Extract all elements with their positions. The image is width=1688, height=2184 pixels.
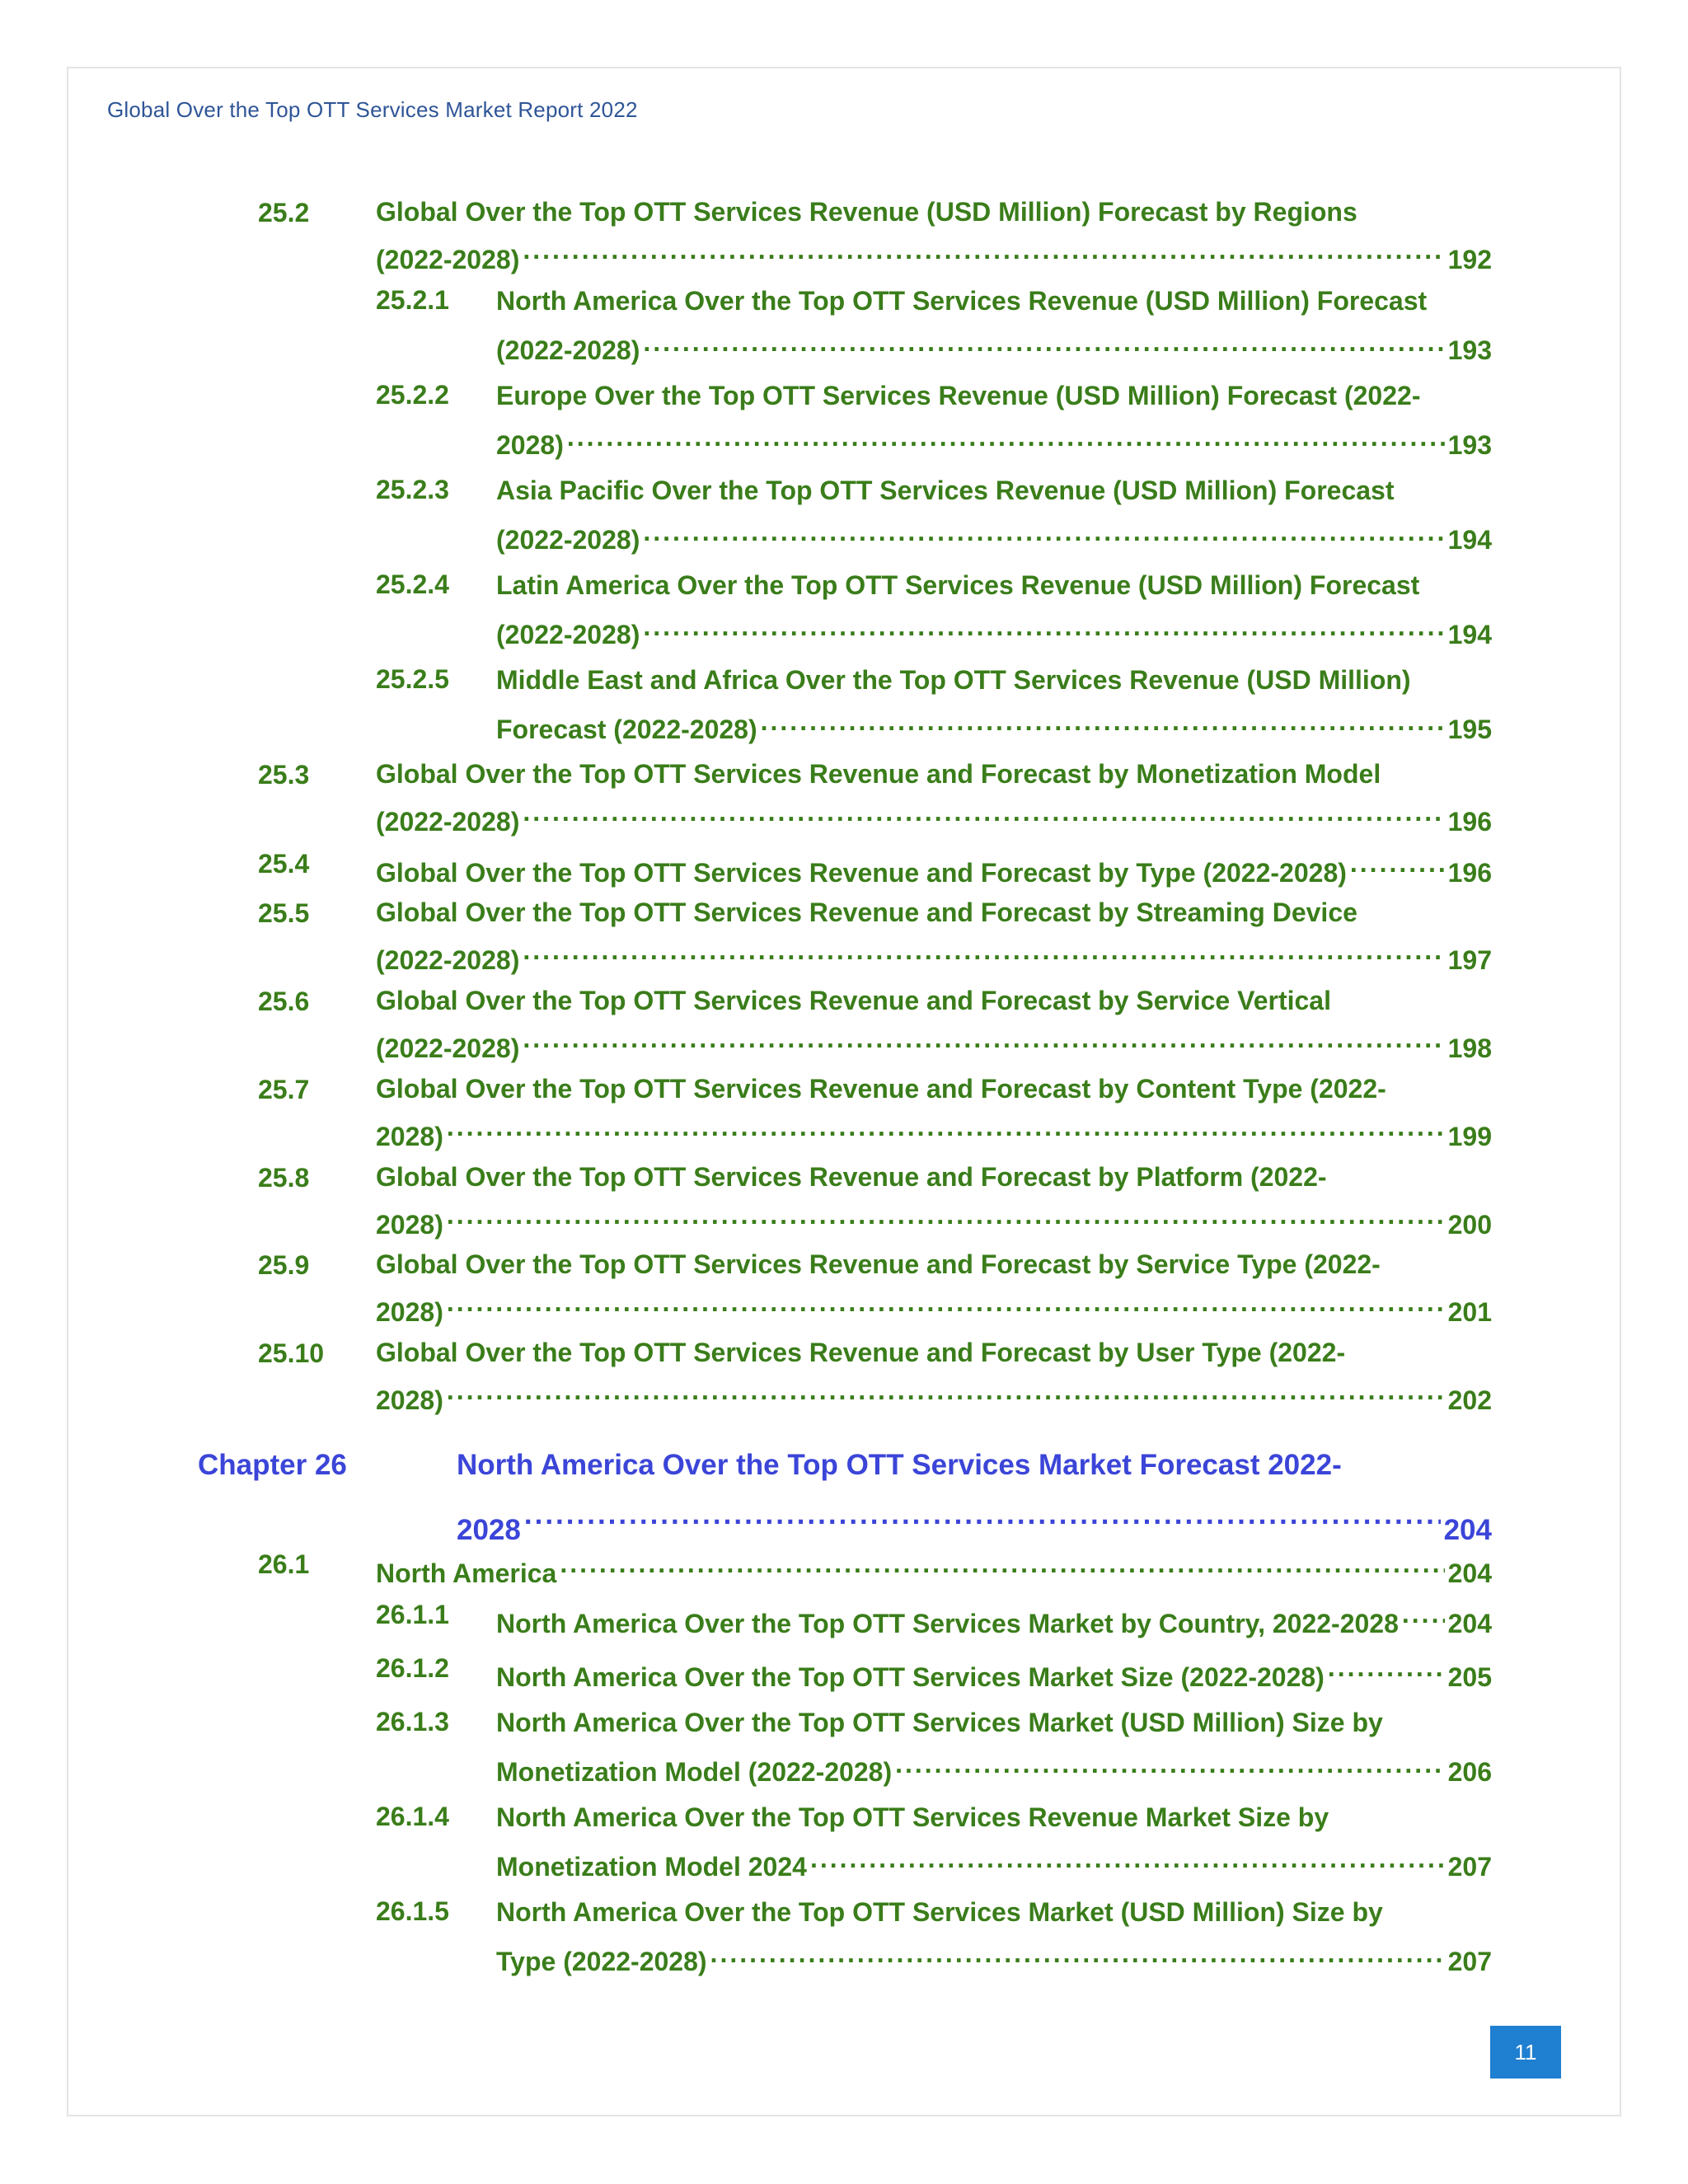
dot-leader bbox=[447, 1196, 1445, 1234]
dot-leader bbox=[523, 231, 1444, 269]
toc-title-cont: (2022-2028) bbox=[376, 807, 520, 837]
toc-title-cont: (2022-2028) bbox=[376, 245, 520, 274]
toc-page: 204 bbox=[1447, 1558, 1492, 1588]
running-header: Global Over the Top OTT Services Market Report 2022 bbox=[107, 97, 638, 122]
toc-page: 195 bbox=[1447, 715, 1492, 744]
toc-number: 25.9 bbox=[258, 1250, 310, 1280]
toc-title-cont: 2028) bbox=[376, 1122, 443, 1151]
toc-number: 25.3 bbox=[258, 760, 310, 790]
toc-number: 25.5 bbox=[258, 898, 310, 928]
toc-title: Asia Pacific Over the Top OTT Services Revenue (USD Million) Forecast bbox=[496, 476, 1395, 505]
toc-number: 26.1.1 bbox=[376, 1600, 449, 1629]
toc-number: 25.2.3 bbox=[376, 475, 449, 504]
dot-leader bbox=[523, 793, 1444, 831]
toc-page: 204 bbox=[1447, 1609, 1492, 1638]
dot-leader bbox=[1402, 1595, 1445, 1633]
toc-title-cont: North America Over the Top OTT Services Market Size (2022-2028) bbox=[496, 1662, 1325, 1692]
toc-title-cont: 2028) bbox=[376, 1297, 443, 1327]
toc-title-cont: (2022-2028) bbox=[496, 525, 640, 555]
toc-number: 25.2 bbox=[258, 198, 310, 227]
toc-number: 25.8 bbox=[258, 1163, 310, 1193]
dot-leader bbox=[523, 1019, 1444, 1057]
toc-page: 198 bbox=[1447, 1033, 1492, 1063]
toc-page: 193 bbox=[1447, 335, 1492, 365]
dot-leader bbox=[447, 1371, 1445, 1409]
toc-title: North America Over the Top OTT Services Market (USD Million) Size by bbox=[496, 1708, 1383, 1737]
toc-number: 26.1.3 bbox=[376, 1707, 449, 1736]
toc-page: 206 bbox=[1447, 1757, 1492, 1787]
toc-page: 194 bbox=[1447, 525, 1492, 555]
toc-title: Global Over the Top OTT Services Revenue and Forecast by Streaming Device bbox=[376, 898, 1357, 927]
toc-number: 25.7 bbox=[258, 1075, 310, 1104]
toc-title: North America Over the Top OTT Services Market (USD Million) Size by bbox=[496, 1897, 1383, 1927]
toc-title: Middle East and Africa Over the Top OTT Services Revenue (USD Million) bbox=[496, 665, 1411, 695]
toc-chapter-number: Chapter 26 bbox=[198, 1449, 347, 1481]
toc-page: 194 bbox=[1447, 620, 1492, 649]
toc-number: 25.2.4 bbox=[376, 569, 449, 599]
toc-number: 25.4 bbox=[258, 849, 310, 879]
toc-title: Global Over the Top OTT Services Revenue and Forecast by Service Type (2022- bbox=[376, 1249, 1381, 1279]
toc-title-cont: 2028) bbox=[496, 430, 564, 460]
toc-title: Global Over the Top OTT Services Revenue and Forecast by Monetization Model bbox=[376, 759, 1381, 789]
toc-page: 196 bbox=[1447, 858, 1492, 888]
toc-page: 205 bbox=[1447, 1662, 1492, 1692]
dot-leader bbox=[810, 1838, 1445, 1876]
dot-leader bbox=[447, 1283, 1445, 1321]
toc-title-cont: (2022-2028) bbox=[496, 335, 640, 365]
toc-title: Global Over the Top OTT Services Revenue and Forecast by Service Vertical bbox=[376, 986, 1331, 1015]
toc-title-cont: North America bbox=[376, 1558, 557, 1588]
toc-page: 192 bbox=[1447, 245, 1492, 274]
toc-number: 26.1.2 bbox=[376, 1653, 449, 1683]
dot-leader bbox=[524, 1490, 1441, 1540]
toc-page: 199 bbox=[1447, 1122, 1492, 1151]
toc-title: Global Over the Top OTT Services Revenue (USD Million) Forecast by Regions bbox=[376, 197, 1357, 227]
toc-title: North America Over the Top OTT Services Revenue (USD Million) Forecast bbox=[496, 286, 1428, 316]
toc-number: 25.2.5 bbox=[376, 664, 449, 694]
toc-title: North America Over the Top OTT Services Revenue Market Size by bbox=[496, 1802, 1329, 1832]
toc-title-cont: Type (2022-2028) bbox=[496, 1947, 707, 1976]
toc-page: 197 bbox=[1447, 945, 1492, 975]
dot-leader bbox=[643, 321, 1444, 359]
dot-leader bbox=[447, 1108, 1445, 1146]
toc-page: 207 bbox=[1447, 1852, 1492, 1882]
dot-leader bbox=[710, 1933, 1445, 1971]
toc-title: Europe Over the Top OTT Services Revenue (USD Million) Forecast (2022- bbox=[496, 381, 1421, 410]
toc-page: 193 bbox=[1447, 430, 1492, 460]
toc-title-cont: North America Over the Top OTT Services Market by Country, 2022-2028 bbox=[496, 1609, 1399, 1638]
dot-leader bbox=[1350, 844, 1445, 882]
toc-number: 25.2.2 bbox=[376, 380, 449, 410]
toc-number: 26.1.4 bbox=[376, 1802, 449, 1831]
toc-title-cont: Global Over the Top OTT Services Revenue and Forecast by Type (2022-2028) bbox=[376, 858, 1347, 888]
toc-title: Latin America Over the Top OTT Services Revenue (USD Million) Forecast bbox=[496, 570, 1420, 600]
toc-page: 204 bbox=[1443, 1514, 1492, 1546]
dot-leader bbox=[643, 606, 1444, 644]
dot-leader bbox=[1328, 1648, 1445, 1686]
toc-title: Global Over the Top OTT Services Revenue and Forecast by Content Type (2022- bbox=[376, 1074, 1386, 1104]
toc-title-cont: (2022-2028) bbox=[376, 1033, 520, 1063]
toc-title-cont: (2022-2028) bbox=[496, 620, 640, 649]
dot-leader bbox=[560, 1544, 1444, 1582]
toc-page: 196 bbox=[1447, 807, 1492, 837]
dot-leader bbox=[567, 416, 1445, 454]
toc-title: North America Over the Top OTT Services Market Forecast 2022- bbox=[457, 1449, 1342, 1481]
toc-number: 25.10 bbox=[258, 1338, 325, 1368]
page-number-badge: 11 bbox=[1490, 2026, 1561, 2079]
toc-title-cont: (2022-2028) bbox=[376, 945, 520, 975]
toc-number: 25.2.1 bbox=[376, 285, 449, 315]
toc-page: 202 bbox=[1447, 1385, 1492, 1415]
toc-number: 26.1 bbox=[258, 1549, 310, 1579]
toc-page: 201 bbox=[1447, 1297, 1492, 1327]
toc-title-cont: 2028 bbox=[457, 1514, 521, 1546]
toc-page: 207 bbox=[1447, 1947, 1492, 1976]
toc-title-cont: Forecast (2022-2028) bbox=[496, 715, 757, 744]
dot-leader bbox=[643, 511, 1444, 549]
toc-title-cont: Monetization Model 2024 bbox=[496, 1852, 807, 1882]
toc-title-cont: 2028) bbox=[376, 1210, 443, 1240]
toc-number: 26.1.5 bbox=[376, 1896, 449, 1926]
toc-title: Global Over the Top OTT Services Revenue and Forecast by Platform (2022- bbox=[376, 1162, 1327, 1192]
dot-leader bbox=[761, 701, 1445, 738]
toc-title-cont: Monetization Model (2022-2028) bbox=[496, 1757, 893, 1787]
dot-leader bbox=[895, 1743, 1445, 1781]
toc-page: 200 bbox=[1447, 1210, 1492, 1240]
toc-title-cont: 2028) bbox=[376, 1385, 443, 1415]
toc-number: 25.6 bbox=[258, 987, 310, 1016]
toc-title: Global Over the Top OTT Services Revenue and Forecast by User Type (2022- bbox=[376, 1338, 1346, 1367]
dot-leader bbox=[523, 931, 1444, 969]
